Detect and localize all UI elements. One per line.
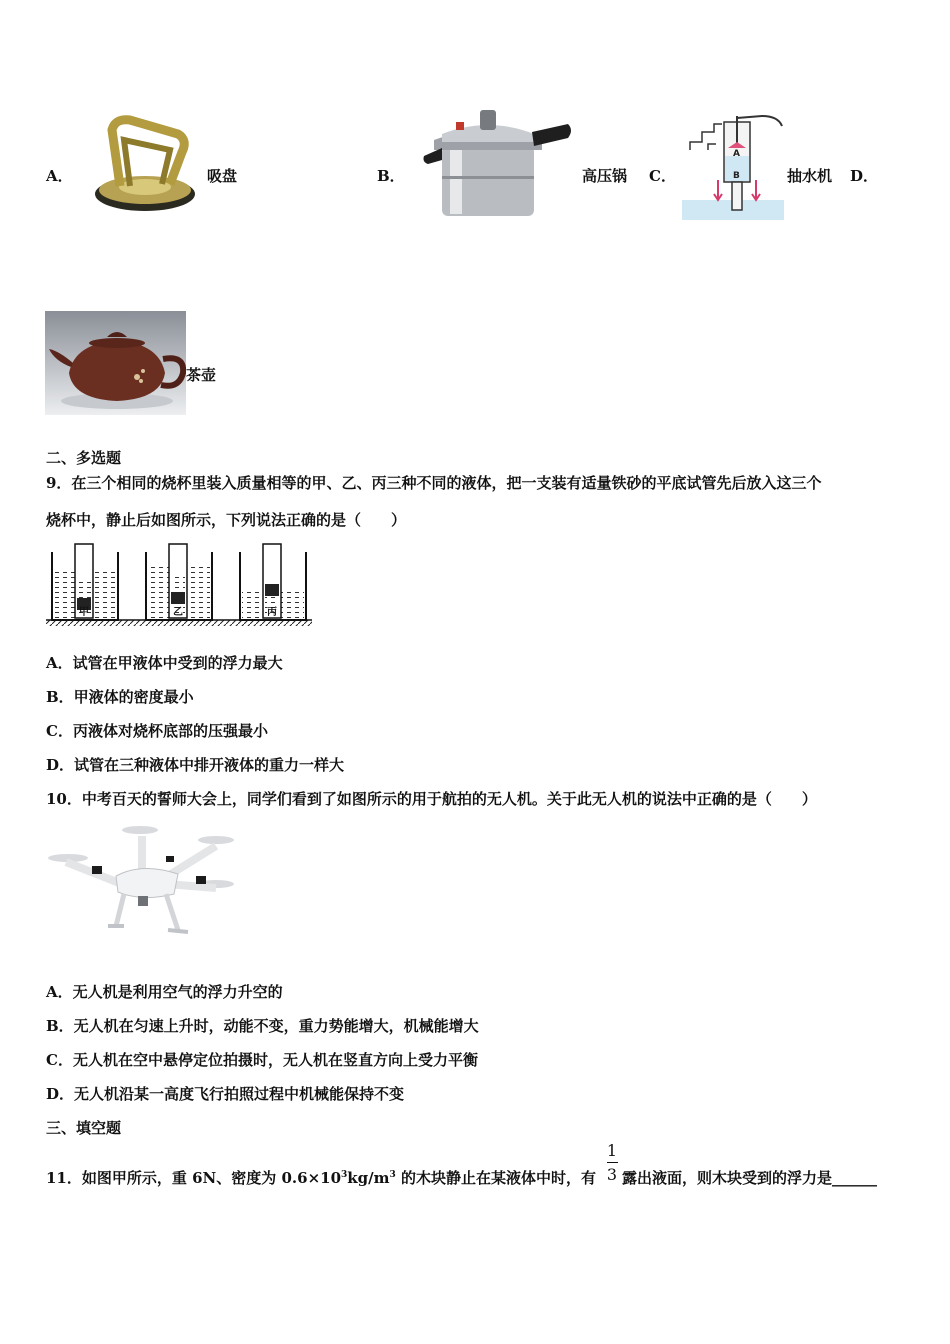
- beaker-label-bing: 丙: [267, 607, 277, 618]
- q9-option-c: C．丙液体对烧杯底部的压强最小: [46, 722, 268, 740]
- q11-fraction: [605, 1141, 619, 1184]
- q11-part1: 11．如图甲所示，重 6N、密度为 0.6×10: [46, 1169, 342, 1187]
- q11-sup2: 3: [389, 1170, 396, 1180]
- pressure-cooker-image: [420, 104, 575, 220]
- q10-option-d: D．无人机沿某一高度飞行拍照过程中机械能保持不变: [46, 1085, 405, 1103]
- option-b-label: B．: [377, 167, 405, 185]
- q11-part3: 的木块静止在某液体中时，有: [395, 1169, 597, 1187]
- q9-option-d: D．试管在三种液体中排开液体的重力一样大: [46, 756, 345, 774]
- option-c-label: C．: [649, 167, 676, 185]
- q11-part4: 露出液面，则木块受到的浮力是: [622, 1169, 833, 1187]
- beaker-label-jia: 甲: [79, 607, 89, 618]
- q9-option-b: B．甲液体的密度最小: [46, 688, 194, 706]
- option-c-text: 抽水机: [787, 167, 833, 185]
- option-a-label: A．: [46, 167, 73, 185]
- three-beakers-figure: [46, 540, 312, 628]
- drone-image: [46, 822, 238, 944]
- option-d-label: D．: [850, 167, 879, 185]
- q10-option-c: C．无人机在空中悬停定位拍摄时，无人机在竖直方向上受力平衡: [46, 1051, 478, 1069]
- q11-frac-numerator: 1: [606, 1141, 618, 1160]
- q11-text-start: [46, 1167, 596, 1188]
- option-a-text: 吸盘: [207, 167, 238, 185]
- suction-cup-image: [90, 112, 200, 214]
- q11-text-end: [622, 1167, 877, 1188]
- q11-frac-bar: [607, 1162, 618, 1163]
- pump-label-b: B: [733, 171, 740, 181]
- section2-title: 二、多选题: [46, 449, 122, 467]
- q11-sup1: 3: [341, 1170, 348, 1180]
- beaker-label-yi: 乙: [173, 607, 183, 618]
- pump-label-a: A: [733, 149, 740, 159]
- q11-frac-denominator: 3: [606, 1165, 618, 1184]
- q10-option-b: B．无人机在匀速上升时，动能不变，重力势能增大，机械能增大: [46, 1017, 479, 1035]
- q11-part2: kg/m: [347, 1169, 390, 1187]
- option-d-text: 茶壶: [186, 366, 217, 384]
- option-b-text: 高压锅: [582, 167, 628, 185]
- q10-line1: 10．中考百天的誓师大会上，同学们看到了如图所示的用于航拍的无人机。关于此无人机的说法中正确的是（ ）: [46, 790, 817, 808]
- q9-option-a: A．试管在甲液体中受到的浮力最大: [46, 654, 283, 672]
- water-pump-image: [682, 112, 784, 220]
- q10-option-a: A．无人机是利用空气的浮力升空的: [46, 983, 283, 1001]
- q9-line1: 9．在三个相同的烧杯里装入质量相等的甲、乙、丙三种不同的液体，把一支装有适量铁砂的平底试管先后放入这三个: [46, 474, 822, 492]
- q9-line2: 烧杯中，静止后如图所示，下列说法正确的是（ ）: [46, 511, 407, 529]
- q11-answer-blank[interactable]: ______: [832, 1169, 878, 1187]
- teapot-image: [45, 311, 186, 415]
- section3-title: 三、填空题: [46, 1119, 122, 1137]
